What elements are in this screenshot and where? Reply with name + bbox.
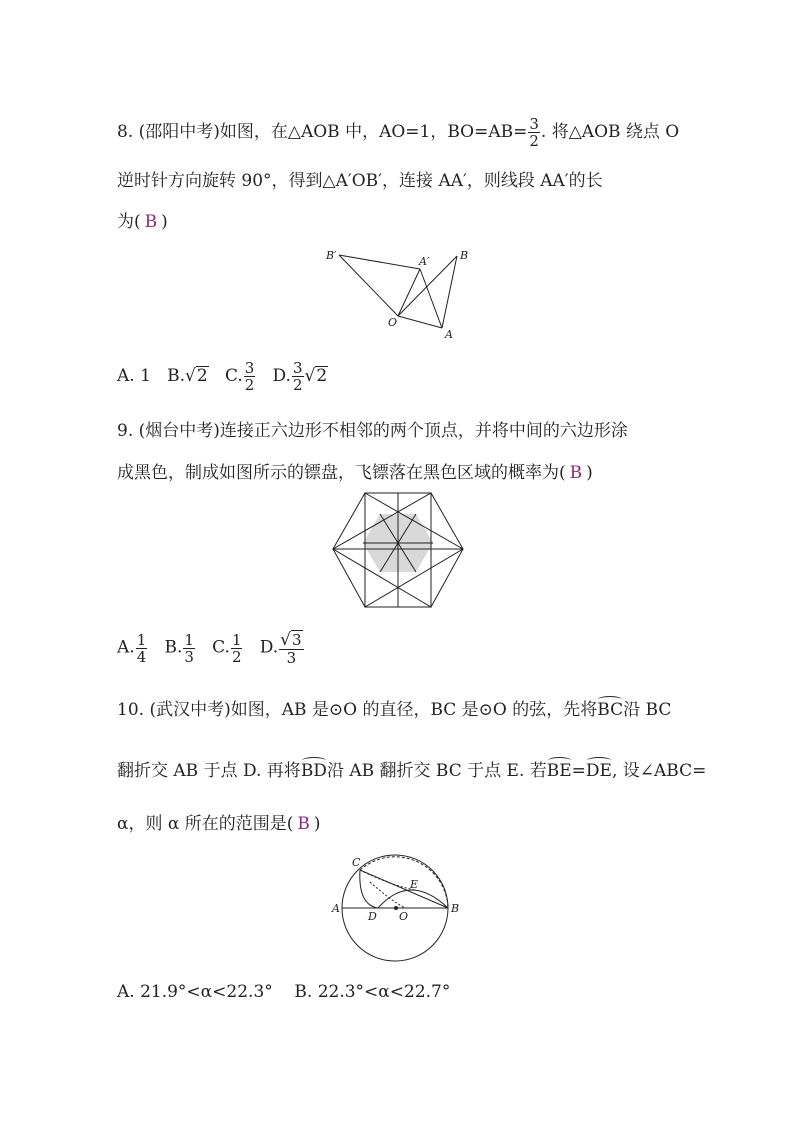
q10-line-2: 翻折交 AB 于点 D. 再将BD沿 AB 翻折交 BC 于点 E. 若BE=DE, 设∠ABC= xyxy=(117,761,707,781)
q9-line-2: 成黑色，制成如图所示的镖盘，飞镖落在黑色区域的概率为( B ) xyxy=(117,463,593,483)
q8-label-aprime: A′ xyxy=(419,255,430,268)
q8-options: A. 1 B.√2 C. $\frac{3}{2}$ D. $\frac{3}{2}$ √2 xyxy=(117,359,328,394)
q8-label-a: A xyxy=(445,328,453,341)
q10-arc-de: DE xyxy=(585,761,612,781)
q8-line-1 xyxy=(117,116,679,149)
q10-arc-bd: BD xyxy=(300,761,327,781)
q9-dartboard-figure xyxy=(332,490,464,612)
q8-line-2: 逆时针方向旋转 90°，得到△A′OB′，连接 AA′，则线段 AA′的长 xyxy=(117,171,603,191)
q10-label-a: A xyxy=(332,902,340,915)
q10-label-e: E xyxy=(410,878,419,891)
q10-option-a: A. 21.9°<α<22.3° xyxy=(117,982,273,1002)
q8-figure xyxy=(320,245,470,345)
q9-option-c: $\frac{1}{2}$ xyxy=(231,630,242,666)
q10-label-o: O xyxy=(399,910,409,923)
q8-option-b: 2 xyxy=(196,366,208,386)
q8-answer: B xyxy=(144,212,158,232)
q8-option-c: $\frac{3}{2}$ xyxy=(244,359,255,394)
q10-line-3: α，则 α 所在的范围是( B ) xyxy=(117,814,321,834)
q10-answer: B xyxy=(297,814,310,834)
q10-label-b: B xyxy=(451,902,460,915)
q9-answer: B xyxy=(569,463,583,483)
q8-fraction: $\frac{3}{2}$ xyxy=(529,115,539,150)
q10-arc-be: BE xyxy=(546,761,572,781)
q10-line-1: 10. (武汉中考)如图，AB 是⊙O 的直径，BC 是⊙O 的弦，先将BC沿 BC xyxy=(117,700,672,720)
q10-arc-bc: BC xyxy=(597,700,624,720)
q8-line-3: 为( B ) xyxy=(117,212,168,232)
q10-options xyxy=(117,981,450,1003)
q10-label-d: D xyxy=(368,910,377,923)
q8-option-a: 1 xyxy=(140,366,151,386)
q9-line-1: 9. (烟台中考)连接正六边形不相邻的两个顶点，并将中间的六边形涂 xyxy=(117,421,628,441)
q9-options: A. $\frac{1}{4}$ B. $\frac{1}{3}$ C. $\frac{1}{2}$ D. $\frac{√3}{3}$ xyxy=(117,630,302,667)
q8-label-b: B xyxy=(460,249,469,262)
q8-text-1a: 8. (邵阳中考)如图，在△AOB 中，AO=1，BO=AB= xyxy=(117,122,528,142)
q8-label-o: O xyxy=(388,316,398,329)
q10-label-c: C xyxy=(352,856,361,869)
q9-option-d: $\frac{√3}{3}$ xyxy=(280,630,302,667)
q9-option-a: $\frac{1}{4}$ xyxy=(136,630,147,666)
q10-option-b: B. 22.3°<α<22.7° xyxy=(294,982,451,1002)
q9-option-b: $\frac{1}{3}$ xyxy=(184,630,194,666)
q8-option-d: $\frac{3}{2}$ xyxy=(292,359,303,394)
q8-label-bprime: B′ xyxy=(326,249,337,262)
q10-circle-figure xyxy=(330,850,465,962)
q8-text-1b: . 将△AOB 绕点 O xyxy=(540,122,680,142)
